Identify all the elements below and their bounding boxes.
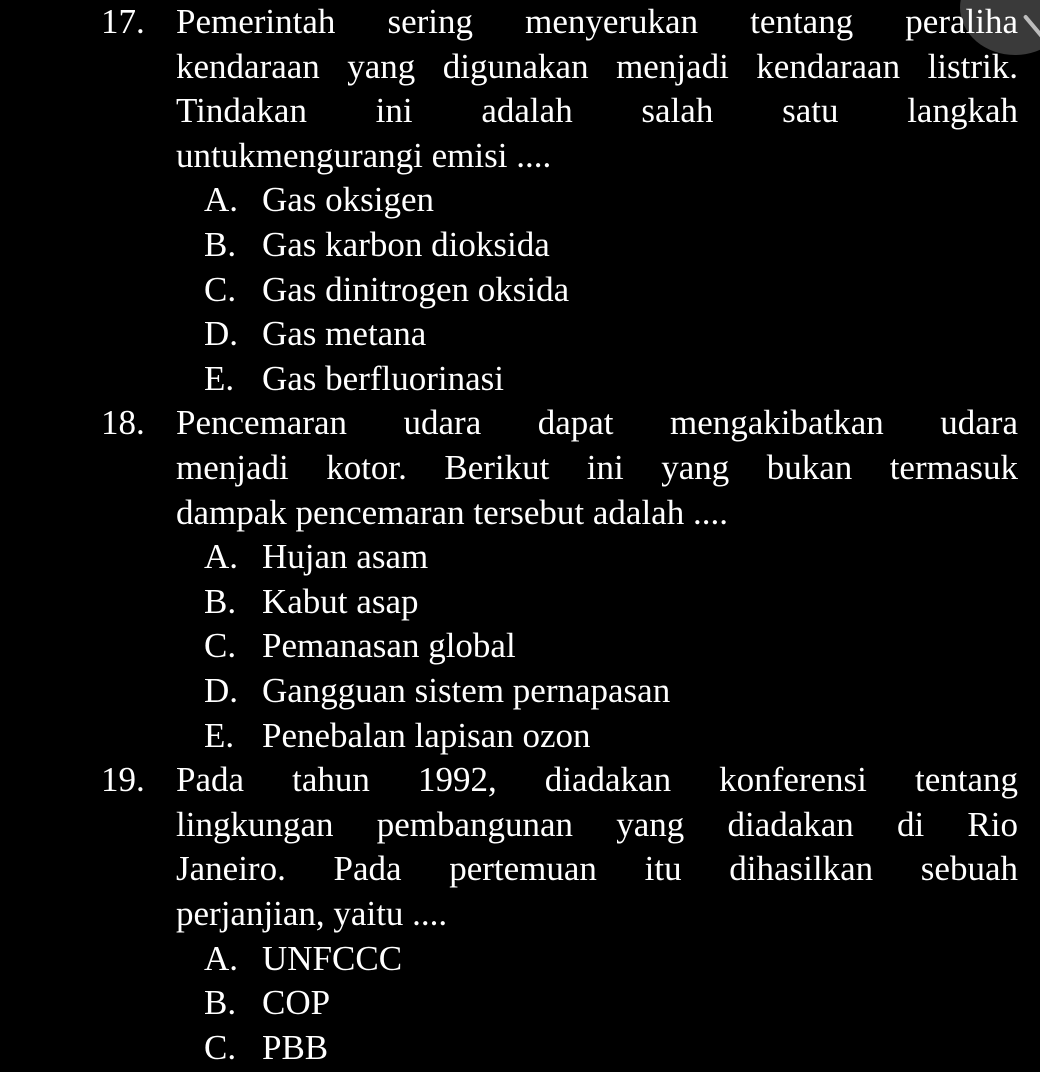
option-text: Pemanasan global — [262, 626, 516, 666]
option-text: Gangguan sistem pernapasan — [262, 670, 671, 710]
option-text: Gas karbon dioksida — [262, 224, 550, 264]
option-text: PBB — [262, 1027, 329, 1067]
option-text: Gas metana — [262, 314, 427, 354]
option-letter: C. — [204, 269, 237, 309]
question-number: 17. — [101, 2, 145, 41]
option-text: Gas berfluorinasi — [262, 358, 505, 398]
option-letter: C. — [204, 1027, 237, 1067]
option-text: Gas dinitrogen oksida — [262, 269, 570, 309]
question-text — [176, 401, 1018, 535]
option-letter: D. — [204, 670, 239, 710]
option-letter: B. — [204, 581, 237, 621]
option-text: Penebalan lapisan ozon — [262, 715, 591, 755]
question-text-line: kendaraan yang digunakan menjadi kendaraan listrik. — [176, 46, 1018, 86]
question-text — [176, 0, 1018, 178]
question-number: 18. — [101, 403, 145, 443]
option-letter: D. — [204, 314, 239, 354]
question-number: 19. — [101, 760, 145, 800]
question-text — [176, 758, 1018, 936]
option-letter: E. — [204, 715, 235, 755]
option-text: Hujan asam — [262, 537, 429, 577]
option-text: Kabut asap — [262, 581, 419, 621]
option-letter: C. — [204, 626, 237, 666]
option-letter: B. — [204, 983, 237, 1023]
question-text-line: perjanjian, yaitu .... — [176, 893, 448, 933]
option-text: UNFCCC — [262, 938, 403, 978]
question-text-line: Pencemaran udara dapat mengakibatkan udara — [176, 403, 1018, 443]
option-letter: A. — [204, 537, 239, 577]
question-text-line: Janeiro. Pada pertemuan itu dihasilkan sebuah — [176, 849, 1018, 889]
question-text-line: Pemerintah sering menyerukan tentang peraliha — [176, 2, 1018, 41]
option-text: Gas oksigen — [262, 180, 435, 220]
question-text-line: Tindakan ini adalah salah satu langkah — [176, 91, 1018, 131]
question-text-line: untukmengurangi emisi .... — [176, 135, 552, 175]
option-letter: A. — [204, 938, 239, 978]
question-text-line: Pada tahun 1992, diadakan konferensi tentang — [176, 760, 1018, 800]
question-text-line: dampak pencemaran tersebut adalah .... — [176, 492, 728, 532]
question-text-line: lingkungan pembangunan yang diadakan di Rio — [176, 804, 1018, 844]
question-text-line: menjadi kotor. Berikut ini yang bukan termasuk — [176, 447, 1018, 487]
option-letter: A. — [204, 180, 239, 220]
option-letter: E. — [204, 358, 235, 398]
option-text: COP — [262, 983, 331, 1023]
option-letter: B. — [204, 224, 237, 264]
